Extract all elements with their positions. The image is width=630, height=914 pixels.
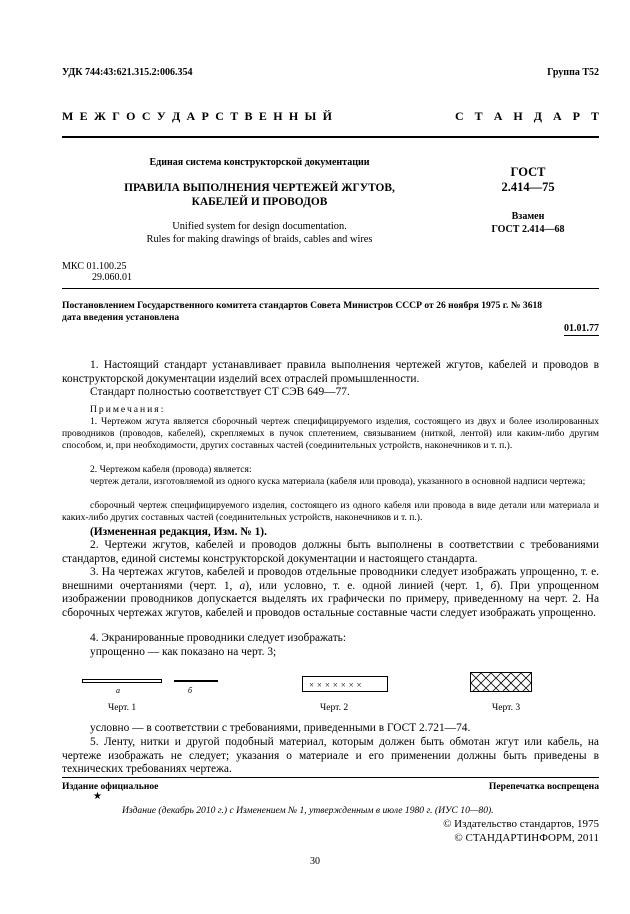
- udk-code: УДК 744:43:621.315.2:006.354: [62, 67, 193, 78]
- clause-1-compliance: Стандарт полностью соответствует СТ СЭВ 649—77.: [90, 386, 350, 398]
- official-edition: Издание официальное: [62, 781, 159, 792]
- doc-title-line2: КАБЕЛЕЙ И ПРОВОДОВ: [191, 196, 328, 208]
- doc-title-line1: ПРАВИЛА ВЫПОЛНЕНИЯ ЧЕРТЕЖЕЙ ЖГУТОВ,: [124, 182, 395, 194]
- clause-3-ref-b: б: [490, 579, 497, 592]
- mks-line1: МКС 01.100.25: [62, 261, 127, 272]
- star-icon: ★: [93, 791, 102, 802]
- figure-3-caption: Черт. 3: [492, 702, 521, 713]
- english-title-line1: Unified system for design documentation.: [172, 221, 347, 232]
- figure-1-label-b: б: [188, 686, 193, 695]
- interstate-right: С Т А Н Д А Р Т: [455, 109, 599, 123]
- header-rule: [62, 136, 599, 138]
- gost-label: ГОСТ: [510, 165, 546, 179]
- notes-heading-text: Примечания:: [90, 404, 166, 415]
- figure-2-hatch-marks: × × × × × × ×: [309, 680, 362, 690]
- wire-conventional-line: [174, 680, 218, 682]
- figure-3-shielded-wire: [470, 672, 532, 692]
- clause-2: 2. Чертежи жгутов, кабелей и проводов должны быть выполнены в соответствии с требованиями стандартов, единой системы конструкторской документации и настоящего стандарта.: [62, 539, 599, 565]
- english-title-line2: Rules for making drawings of braids, cables and wires: [146, 234, 373, 245]
- revision-note: (Измененная редакция, Изм. № 1).: [90, 526, 267, 538]
- standard-word: [455, 109, 599, 124]
- figure-2-highlighted-wire: [302, 676, 388, 692]
- system-title: Единая система конструкторской документации: [149, 157, 370, 168]
- clause-5: 5. Ленту, нитки и другой подобный материал, которым должен быть обмотан жгут или кабель, на чертеже изображать не следует; указания о материале и его применении должны быть приведены в технических требованиях чертежа.: [62, 736, 599, 776]
- reprint-notice: Перепечатка воспрещена: [488, 781, 599, 792]
- figure-1-label-a: а: [116, 686, 120, 695]
- decree-line1: Постановлением Государственного комитета стандартов Совета Министров СССР от 26 ноября 1975 г. № 3618: [62, 300, 543, 311]
- note-1: 1. Чертежом жгута является сборочный чертеж специфицируемого изделия, состоящего из двух и более изолированных проводников (проводов, кабелей), скрепляемых в пучок сплетением, связыванием (ниткой, лентой) или каким-либо другим способом, и, при необходимости, других составных частей (соединительных устройств, наконечников и т. п.).: [62, 416, 599, 452]
- clause-3-text-1: 3. На чертежах жгутов, кабелей и проводов отдельные проводники следует изображать упрощенно, т. е. внешними очертаниями (черт. 1,: [62, 566, 599, 592]
- figure-1: [80, 675, 230, 715]
- decree-line2: дата введения установлена: [62, 312, 180, 323]
- figure-1-caption: Черт. 1: [108, 702, 137, 713]
- note-2: 2. Чертежом кабеля (провода) является:: [90, 464, 252, 475]
- note-2b: сборочный чертеж специфицируемого изделия, состоящего из одного кабеля или провода в виде детали или материала и каких-либо других составных частей (соединительных устройств, наконечников и т. п.).: [62, 500, 599, 524]
- notes-heading: [62, 404, 599, 416]
- clause-3: [62, 566, 599, 620]
- group-code: Группа Т52: [547, 67, 599, 78]
- copyright-2011: © СТАНДАРТИНФОРМ, 2011: [454, 832, 599, 844]
- mks-line2: 29.060.01: [92, 272, 132, 283]
- page-number: 30: [310, 856, 320, 867]
- clause-4: 4. Экранированные проводники следует изображать:: [90, 632, 347, 644]
- figure-2-caption: Черт. 2: [320, 702, 349, 713]
- gost-number: 2.414—75: [501, 180, 555, 194]
- clause-3-text-3: ). При упрощенном изображении проводников допускается выделять их графически по примеру, приведенному на черт. 2. На сборочных чертежах жгутов, кабелей и проводов остальные составные части следует изображать упрощенно.: [62, 579, 599, 619]
- replaces-label: Взамен: [511, 211, 545, 222]
- clause-1: 1. Настоящий стандарт устанавливает правила выполнения чертежей жгутов, кабелей и проводов в конструкторской документации изделий всех отраслей промышленности.: [62, 359, 599, 385]
- copyright-1975: © Издательство стандартов, 1975: [443, 818, 599, 830]
- replaces-number: ГОСТ 2.414—68: [491, 224, 565, 235]
- clause-4a: упрощенно — как показано на черт. 3;: [90, 646, 277, 658]
- note-2a: чертеж детали, изготовляемой из одного куска материала (кабеля или провода), указанного в основной надписи чертежа;: [90, 476, 586, 487]
- footer-rule: [62, 777, 599, 778]
- interstate-standard-heading: [62, 109, 332, 124]
- clause-4b: условно — в соответствии с требованиями, приведенными в ГОСТ 2.721—74.: [90, 722, 471, 734]
- effective-date: 01.01.77: [564, 323, 599, 334]
- interstate-left: М Е Ж Г О С У Д А Р С Т В Е Н Н Ы Й: [62, 109, 332, 123]
- edition-note: Издание (декабрь 2010 г.) с Изменением № 1, утвержденным в июле 1980 г. (ИУС 10—80).: [122, 805, 494, 816]
- wire-simplified-drawing: [82, 679, 162, 683]
- clause-3-ref-a: а: [239, 579, 246, 592]
- clause-3-text-2: ), или условно, т. е. одной линией (черт. 1,: [245, 579, 491, 592]
- title-rule: [62, 288, 599, 289]
